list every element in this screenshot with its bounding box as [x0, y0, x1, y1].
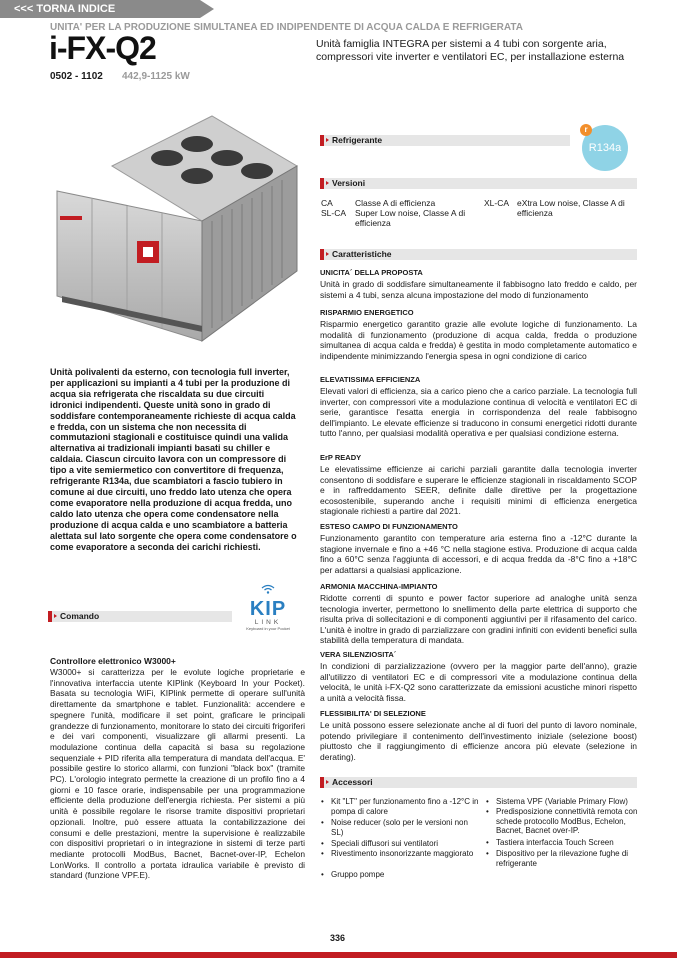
- version-code: CA: [321, 198, 333, 208]
- kiplink-letters: KIP: [249, 598, 287, 620]
- section-versions: [320, 178, 637, 189]
- refrigerant-badge: [582, 125, 628, 171]
- product-image: [52, 96, 298, 351]
- wifi-icon: [261, 584, 275, 594]
- page-number: 336: [330, 933, 346, 943]
- accessory-item: • Gruppo pompe: [321, 870, 481, 880]
- footer-accent-line: [0, 952, 677, 958]
- controller-description: W3000+ si caratterizza per le evolute logiche proprietarie e l'innovativa interfaccia utente KIPlink (Keyboard In your Pocket). Basata su tecnologia WiFi, KIPlink permette di operare sull'unità direttamente da smartphone e tablet. Funzionalità: accendere e spegnere l'unità, modificare il set point, graficare le principali grandezze di funzionamento, monitorare lo stato dei circuiti frigoriferi e dei vari componenti, visualizzare gli allarmi presenti. La modulazione continua della capacità si basa su regolazione sequenziale + PID riferita alla temperatura di mandata dell'acqua. E' possibile gestire lo storico allarmi, con funzioni "black box" (tramite PC). L'orologio integrato permette la creazione di un profilo fino a 4 giorni e 10 fasce orarie, indispensabile per una programmazione efficiente della produzione dell'energia richiesta. Per sistemi a più unità è possibile regolare le risorse tramite dispositivi proprietari opzionali. Inoltre, può essere attuata la contabilizzazione dei consumi e delle prestazioni, mentre la supervisione è realizzabile con dispositivi proprietari o in integrazione in sistemi di terze parti mediante protocolli ModBus, Bacnet, Bacnet-over-IP, Echelon LonWorks. Il controllo a portata idraulica variabile è previsto di standard (funzione VPF.E).: [50, 667, 305, 881]
- feature-heading: FLESSIBILITA' DI SELEZIONE: [320, 709, 426, 718]
- controller-title: Controllore elettronico W3000+: [50, 656, 176, 666]
- accessory-item: • Tastiera interfaccia Touch Screen: [486, 838, 646, 848]
- version-text: Super Low noise, Classe A di efficienza: [355, 208, 466, 228]
- feature-text: Risparmio energetico garantito grazie alle evolute logiche di funzionamento. La modalità di funzionamento (produzione di acqua calda, fredda o produzione simultanea di acqua calda e fredda) è gestita in modo completamente automatico e indipendente minimizzando l'energia spesa in ogni condizione di carico: [320, 319, 637, 361]
- kiplink-logo: [244, 581, 292, 639]
- feature-text: Ridotte correnti di spunto e power factor superiore ad analoghe unità senza tecnologia inverter, permettono lo snellimento della parte elettrica di supporto che risulta priva di sollecitazioni e di componenti aggiuntivi per il rifasamento del carico. L'unità è inoltre in grado di parzializzare con gradini infiniti con evidenti benefici sulla stabilità della temperatura di mandata.: [320, 593, 637, 645]
- accessory-item: • Dispositivo per la rilevazione fughe di refrigerante: [486, 849, 646, 868]
- section-refrigerant-label: Refrigerante: [332, 135, 383, 145]
- section-command: [48, 611, 232, 622]
- refrigerant-badge-label: R134a: [588, 142, 622, 154]
- feature-text: In condizioni di parzializzazione (ovvero per la maggior parte dell'anno), grazie all'utilizzo di ventilatori EC e di compressori vite a modulazione continua della velocità, le unità i-FX-Q2 sono caratterizzate da emissioni acustiche minori rispetto a unità a velocità fissa.: [320, 661, 637, 703]
- section-accessories-label: Accessori: [332, 777, 373, 787]
- version-text: Classe A di efficienza: [355, 198, 436, 208]
- accessory-item: • Rivestimento insonorizzante maggiorato: [321, 849, 481, 859]
- section-refrigerant: [320, 135, 570, 146]
- version-code: SL-CA: [321, 208, 347, 218]
- page-title: i-FX-Q2: [49, 30, 156, 66]
- section-accessories: [320, 777, 637, 788]
- feature-text: Elevati valori di efficienza, sia a carico pieno che a carico parziale. La tecnologia full inverter, con compressori vite a modulazione continua di velocità e ventilatori EC di serie, garantisce l'esatta energia in corrispondenza del reale fabbisogno dell'impianto. Le elevate efficienze si traducono in consumi energetici ridotti durante tutto l'anno, per qualsiasi modalità operativa e per qualsiasi condizione esterna.: [320, 386, 637, 438]
- feature-heading: RISPARMIO ENERGETICO: [320, 308, 414, 317]
- feature-heading: ESTESO CAMPO DI FUNZIONAMENTO: [320, 522, 458, 531]
- kiplink-tagline: Keyboard in your Pocket: [246, 626, 290, 631]
- kiplink-sub: LINK: [254, 619, 282, 626]
- feature-text: Le unità possono essere selezionate anche al di fuori del punto di lavoro nominale, potendo privilegiare il contenimento dell'investimento iniziale (selezione boost) piuttosto che il raggiungimento di efficienze ancora più elevate (selezione in derating).: [320, 720, 637, 762]
- accessory-item: • Sistema VPF (Variable Primary Flow): [486, 797, 646, 807]
- feature-heading: ARMONIA MACCHINA-IMPIANTO: [320, 582, 438, 591]
- intro-paragraph: Unità polivalenti da esterno, con tecnologia full inverter, per applicazioni su impianti a 4 tubi per la produzione di acqua sia refrigerata che riscaldata su due circuiti idronici indipendenti. Queste unità sono in grado di soddisfare contemporaneamente richieste di acqua calda e fredda, con un sistema che non necessita di commutazioni stagionali e costituisce quindi una valida alternativa ai tradizionali impianti basati su chiller e caldaia. Ciascun circuito lavora con un compressore di tipo a vite semiermetico con convertitore di frequenza, refrigerante R134a, due scambiatori a fascio tubiero in comune ai due circuiti, uno freddo lato utenza che opera come evaporatore nella produzione di acqua fredda, uno caldo lato utenza che opera come condensatore nella produzione di acqua calda e uno scambiatore a batteria alettata sul lato sorgente che opera come condensatore o come evaporatore a seconda dei carichi richiesti.: [50, 367, 297, 552]
- power-range: 442,9-1125 kW: [122, 71, 190, 82]
- feature-text: Unità in grado di soddisfare simultaneamente il fabbisogno lato freddo e caldo, per sistemi a 4 tubi, senza alcuna impostazione del modo di funzionamento: [320, 279, 637, 300]
- feature-heading: ErP READY: [320, 453, 362, 462]
- version-text: eXtra Low noise, Classe A di efficienza: [517, 198, 625, 218]
- accessory-item: • Kit "LT" per funzionamento fino a -12°C in pompa di calore: [321, 797, 481, 816]
- refrigerant-badge-letter: r: [580, 124, 592, 136]
- feature-heading: VERA SILENZIOSITA´: [320, 650, 397, 659]
- section-features-label: Caratteristiche: [332, 249, 392, 259]
- accessory-item: • Speciali diffusori sui ventilatori: [321, 839, 481, 849]
- feature-text: Le elevatissime efficienze ai carichi parziali garantite dalla tecnologia inverter consentono di soddisfare e superare le efficienze stagionali in riscaldamento SCOP e in raffreddamento SEER, definite dalle direttive per la progettazione ecosostenibile, superando anche i requisiti minimi di efficienza energetica stagionale richiesti a partire dal 2021.: [320, 464, 637, 516]
- feature-heading: ELEVATISSIMA EFFICIENZA: [320, 375, 421, 384]
- page-subtitle: UNITA' PER LA PRODUZIONE SIMULTANEA ED INDIPENDENTE DI ACQUA CALDA E REFRIGERATA: [50, 22, 523, 33]
- feature-text: Funzionamento garantito con temperature aria esterna fino a -12°C durante la stagione invernale e fino a +46 °C nella stagione estiva. Produzione di acqua calda fino a 60°C senza l'aggiunta di accessori, e di acqua fredda da -8°C fino a +18°C per adattarsi a qualsiasi applicazione.: [320, 533, 637, 575]
- version-code: XL-CA: [484, 198, 510, 208]
- section-features: [320, 249, 637, 260]
- product-description: Unità famiglia INTEGRA per sistemi a 4 tubi con sorgente aria, compressori vite inverter e ventilatori EC, per installazione esterna: [316, 38, 625, 63]
- accessory-item: • Predisposizione connettività remota con schede protocollo ModBus, Echelon, Bacnet, Bacnet over-IP.: [486, 807, 646, 836]
- section-command-label: Comando: [60, 611, 100, 621]
- model-range: 0502 - 1102: [50, 71, 103, 82]
- section-versions-label: Versioni: [332, 178, 366, 188]
- feature-heading: UNICITA´ DELLA PROPOSTA: [320, 268, 423, 277]
- back-to-index-link[interactable]: <<< TORNA INDICE: [0, 0, 200, 18]
- accessory-item: • Noise reducer (solo per le versioni non SL): [321, 818, 481, 837]
